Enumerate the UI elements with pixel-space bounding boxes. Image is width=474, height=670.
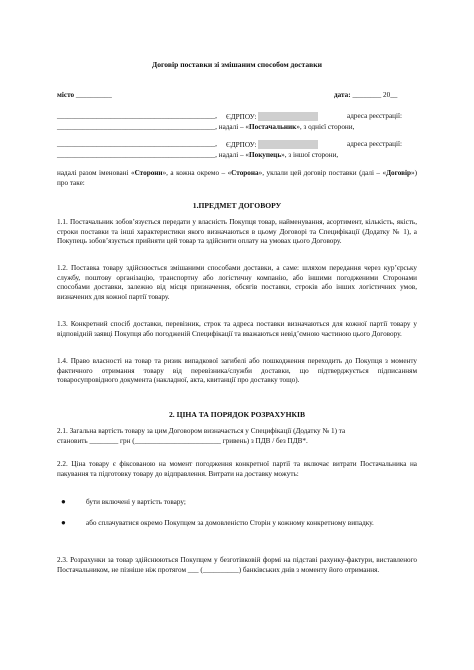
intro-paragraph: надалі разом іменовані «Сторони», а кожна окремо – «Сторона», уклали цей договір поставки (далі – «Договір») про таке: bbox=[57, 169, 417, 187]
supplier-address-label: адреса реєстрації: bbox=[347, 112, 402, 120]
section-2-heading: 2. ЦІНА ТА ПОРЯДОК РОЗРАХУНКІВ bbox=[168, 410, 306, 419]
buyer-edrpou-field[interactable] bbox=[258, 140, 318, 149]
bullet-item-2: або сплачуватися окремо Покупцем за домовленістю Сторін у кожному конкретному випадку. bbox=[86, 519, 374, 527]
clause-1-3: 1.3. Конкретний спосіб доставки, перевізник, строк та адреса поставки визначаються для кожної партії товару у відповідній заявці Покупця або погодженій Специфікації та вважаються невід’ємною частиною цього Договору. bbox=[57, 320, 417, 338]
buyer-edrpou bbox=[226, 140, 318, 150]
place-blank[interactable]: __________ bbox=[75, 91, 112, 99]
bullet-dot-1: ● bbox=[61, 497, 66, 506]
clause-1-2: 1.2. Поставка товару здійснюється змішаними способами доставки, а саме: шляхом передання через кур’єрську службу, поштову організацію, транспортну або логістичну компанію, або іншими погодженими Сторонами способами доставки, залежно від місця призначення, обсягів поставки, строків або інших логістичних умов, визначених для кожної партії товару. bbox=[57, 264, 417, 301]
buyer-edrpou-label: ЄДРПОУ: bbox=[226, 141, 257, 149]
supplier-edrpou-label: ЄДРПОУ: bbox=[226, 113, 257, 121]
document-title: Договір поставки зі змішаним способом доставки bbox=[151, 60, 323, 69]
buyer-address-label: адреса реєстрації: bbox=[347, 140, 402, 148]
clause-2-1: 2.1. Загальна вартість товару за цим Договором визначається у Специфікації (Додатку № 1) та становить ________ грн (________________________ гривень) з ПДВ / без ПДВ*. bbox=[57, 427, 346, 445]
bullet-item-1: бути включені у вартість товару; bbox=[86, 498, 186, 506]
supplier-address-blank[interactable]: ____________________________________________ bbox=[57, 123, 216, 131]
clause-2-3: 2.3. Розрахунки за товар здійснюються Покупцем у безготівковій формі на підставі рахунку-фактури, виставленого Постачальником, не пізніше ніж протягом ___ (__________) банківських днів з моменту його отримання. bbox=[57, 556, 417, 574]
date-line bbox=[334, 91, 397, 100]
buyer-name-blank[interactable]: ____________________________________________, bbox=[57, 140, 217, 148]
clause-2-2: 2.2. Ціна товару є фіксованою на момент погодження конкретної партії та включає витрати Постачальника на пакування та підготовку товару до відправлення. Витрати на доставку можуть: bbox=[57, 460, 417, 478]
place-line bbox=[57, 91, 112, 100]
place-label: місто bbox=[57, 91, 75, 99]
buyer-line2: ____________________________________________, надалі – «Покупець», з іншої сторони, bbox=[57, 151, 339, 159]
supplier-role: Постачальник bbox=[249, 123, 297, 131]
bullet-dot-2: ● bbox=[61, 518, 66, 527]
supplier-name-blank[interactable]: ____________________________________________, bbox=[57, 112, 217, 120]
buyer-address-blank[interactable]: ____________________________________________ bbox=[57, 151, 216, 159]
buyer-role: Покупець bbox=[249, 151, 282, 159]
supplier-edrpou bbox=[226, 112, 318, 122]
clause-1-4: 1.4. Право власності на товар та ризик випадкової загибелі або пошкодження переходить до Покупця з моменту фактичного отримання товару від перевізника/служби доставки, що підтверджується підписанням товаросупровідного документа (накладної, акта, квитанції про доставку тощо). bbox=[57, 357, 417, 384]
date-blank[interactable]: ________ 20__ bbox=[352, 91, 398, 99]
clause-1-1: 1.1. Постачальник зобов’язується передати у власність Покупця товар, найменування, асортимент, кількість, якість, строки поставки та інші характеристики якого визначаються в цьому Договорі та Специфікації (Додатку № 1), а Покупець зобов’язується прийняти цей товар та здійснити оплату на умовах цього Договору. bbox=[57, 218, 417, 245]
date-label: дата: bbox=[334, 91, 351, 99]
supplier-line2: ____________________________________________, надалі – «Постачальник», з однієї сторони, bbox=[57, 123, 355, 131]
supplier-edrpou-field[interactable] bbox=[258, 112, 318, 121]
section-1-heading: 1.ПРЕДМЕТ ДОГОВОРУ bbox=[192, 201, 282, 210]
